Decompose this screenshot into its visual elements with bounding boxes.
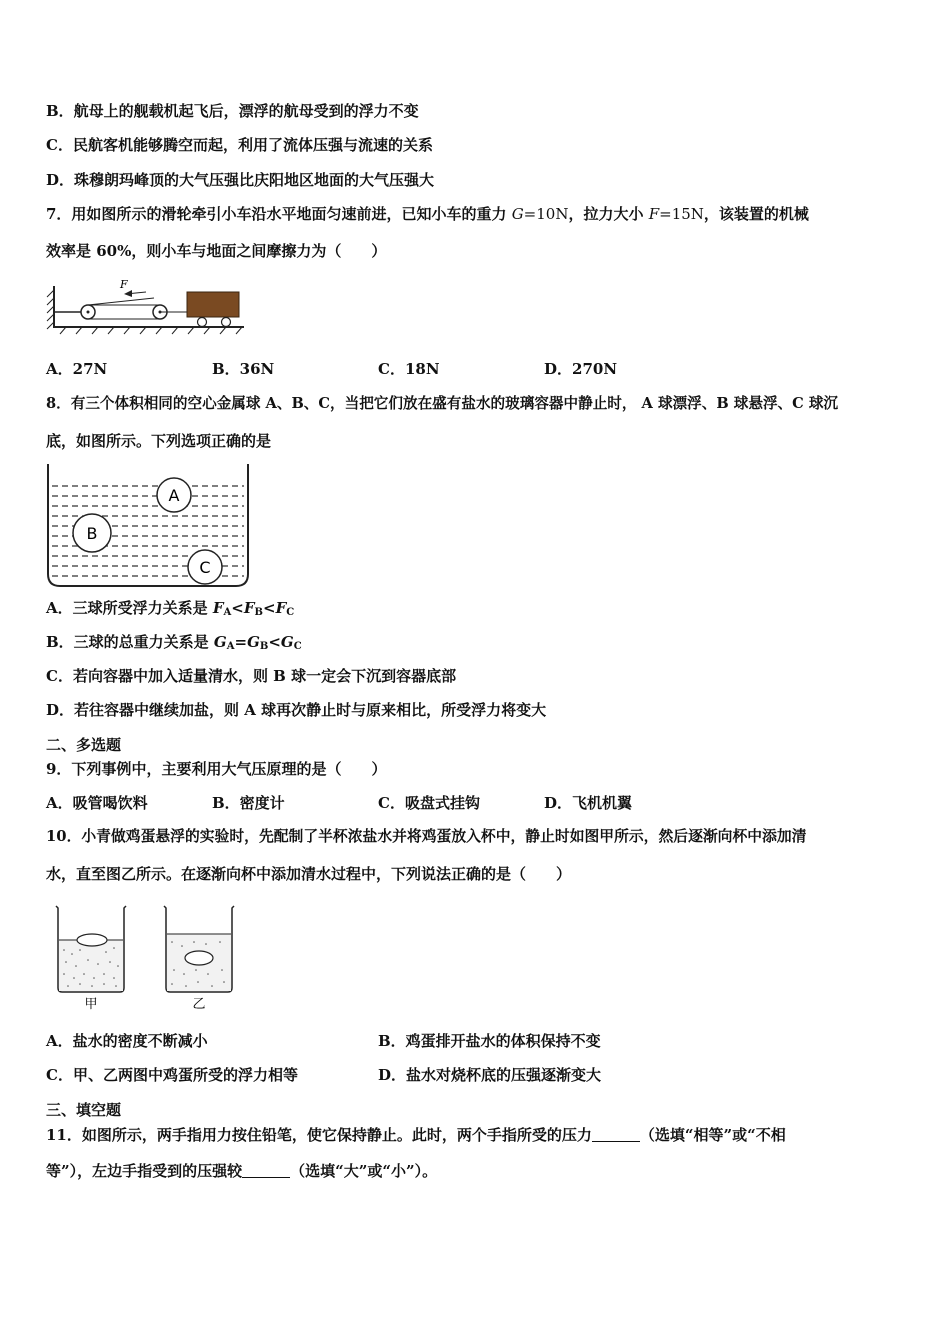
q10-option-c: C．甲、乙两图中鸡蛋所受的浮力相等: [46, 1066, 298, 1084]
q7-stem-part1: 7．用如图所示的滑轮牵引小车沿水平地面匀速前进，已知小车的重力: [46, 205, 507, 223]
q8-container-figure: [44, 462, 252, 590]
q7-f-symbol: F: [648, 205, 660, 223]
q7-option-d: D．270N: [544, 360, 618, 378]
q8-option-b-g2: G: [247, 633, 260, 651]
q8-option-b-g1: G: [213, 633, 227, 651]
q8-option-b-prefix: B．三球的总重力关系是: [46, 633, 214, 651]
q8-option-a-prefix: A．三球所受浮力关系是: [46, 599, 213, 617]
q11-line1-part2: （选填“相等”或“不相: [639, 1126, 786, 1144]
q8-option-b-g3: G: [280, 633, 294, 651]
q9-option-c: C．吸盘式挂钩: [378, 794, 480, 812]
q8-option-b-eq: =: [234, 633, 248, 651]
q8-ball-b-label: B: [86, 524, 98, 543]
q10-stem-line1: 10．小青做鸡蛋悬浮的实验时，先配制了半杯浓盐水并将鸡蛋放入杯中，静止时如图甲所示，然后逐渐向杯中添加清: [46, 828, 807, 845]
q7-stem-part3: ，该装置的机械: [703, 205, 809, 223]
q8-option-b-sub2: B: [259, 641, 269, 652]
q10-option-b: B．鸡蛋排开盐水的体积保持不变: [378, 1032, 601, 1050]
q11-blank-2[interactable]: [242, 1163, 290, 1178]
q7-f-value: =15N: [659, 205, 704, 223]
q8-ball-c-label: C: [199, 558, 211, 577]
section-2-title: 二、多选题: [46, 736, 122, 754]
q8-option-a-f1: F: [212, 599, 224, 617]
q11-line1: [46, 1125, 786, 1145]
q7-g-value: =10N: [523, 205, 569, 223]
q11-line2-part1: 等”），左边手指受到的压强较: [46, 1162, 243, 1180]
q6-option-d: D．珠穆朗玛峰顶的大气压强比庆阳地区地面的大气压强大: [46, 171, 435, 189]
q10-option-a: A．盐水的密度不断减小: [46, 1032, 208, 1050]
q9-option-a: A．吸管喝饮料: [46, 794, 148, 812]
q9-stem: 9．下列事例中，主要利用大气压原理的是（ ）: [46, 760, 387, 778]
q11-line1-part1: 11．如图所示，两手指用力按住铅笔，使它保持静止。此时，两个手指所受的压力: [46, 1126, 592, 1144]
q8-ball-a-label: A: [168, 486, 180, 505]
q7-stem-line2: 效率是 60%，则小车与地面之间摩擦力为（ ）: [46, 242, 387, 260]
q11-line2: [46, 1161, 437, 1181]
q6-option-b: B．航母上的舰载机起飞后，漂浮的航母受到的浮力不变: [46, 102, 419, 120]
q7-stem-line1: [46, 204, 809, 224]
q8-option-a-f3: F: [275, 599, 287, 617]
q9-option-b: B．密度计: [212, 794, 285, 812]
q10-beaker-jia-label: 甲: [84, 997, 98, 1012]
q11-line2-part2: （选填“大”或“小”）。: [290, 1162, 438, 1180]
q7-option-a: A．27N: [46, 360, 108, 378]
q7-option-c: C．18N: [378, 360, 440, 378]
q7-pulley-figure: [44, 276, 249, 342]
q8-option-a-sub2: B: [254, 607, 263, 618]
q6-option-c: C．民航客机能够腾空而起，利用了流体压强与流速的关系: [46, 136, 433, 154]
q8-option-a-sub3: C: [286, 607, 295, 618]
q8-option-a: [46, 598, 294, 618]
q8-option-a-sub1: A: [223, 607, 232, 618]
q8-stem-line1: 8．有三个体积相同的空心金属球 A、B、C，当把它们放在盛有盐水的玻璃容器中静止时， A 球漂浮、B 球悬浮、C 球沉: [46, 395, 839, 412]
q11-blank-1[interactable]: [592, 1127, 640, 1142]
q7-option-b: B．36N: [212, 360, 275, 378]
q8-option-a-f2: F: [243, 599, 255, 617]
q8-option-a-lt1: <: [231, 599, 244, 617]
q8-option-b-sub1: A: [226, 641, 235, 652]
q7-force-label: F: [120, 278, 128, 291]
q7-stem-part2: ，拉力大小: [568, 205, 644, 223]
section-3-title: 三、填空题: [46, 1101, 122, 1119]
q8-option-d: D．若往容器中继续加盐，则 A 球再次静止时与原来相比，所受浮力将变大: [46, 701, 547, 719]
q10-beakers-figure: [48, 900, 248, 1016]
q8-option-b-sub3: C: [293, 641, 302, 652]
q8-option-b: [46, 632, 302, 652]
q10-stem-line2: 水，直至图乙所示。在逐渐向杯中添加清水过程中，下列说法正确的是（ ）: [46, 865, 572, 883]
q8-option-a-lt2: <: [262, 599, 276, 617]
q10-option-d: D．盐水对烧杯底的压强逐渐变大: [378, 1066, 602, 1084]
q8-stem-line2: 底，如图所示。下列选项正确的是: [46, 432, 272, 450]
q10-beaker-yi-label: 乙: [192, 997, 206, 1012]
q8-option-b-lt: <: [268, 633, 281, 651]
q7-g-symbol: G: [511, 205, 524, 223]
q8-option-c: C．若向容器中加入适量清水，则 B 球一定会下沉到容器底部: [46, 667, 457, 685]
q9-option-d: D．飞机机翼: [544, 794, 633, 812]
